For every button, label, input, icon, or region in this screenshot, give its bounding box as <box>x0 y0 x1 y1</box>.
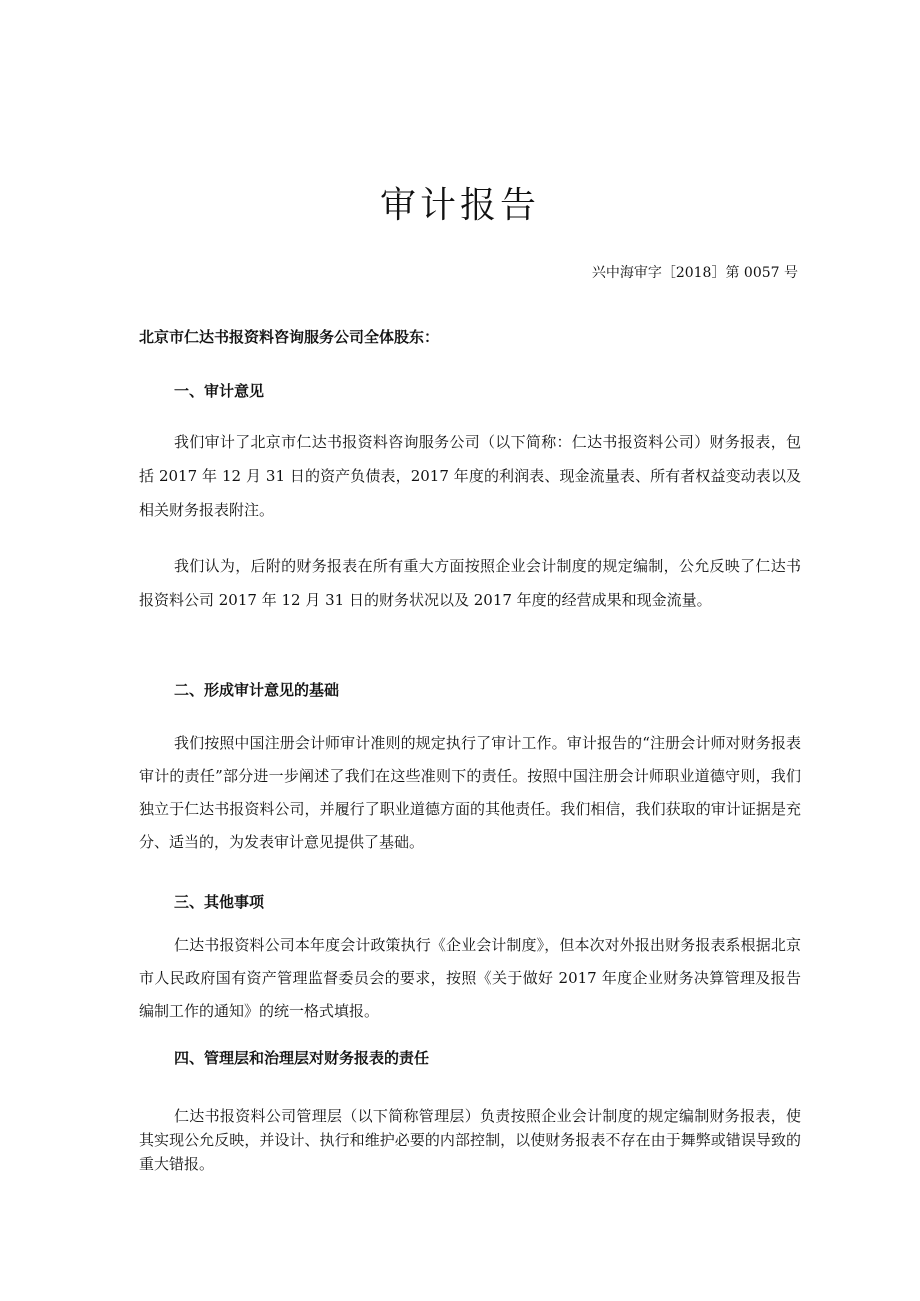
section-heading-basis-for-opinion: 二、形成审计意见的基础 <box>174 681 340 699</box>
paragraph: 我们审计了北京市仁达书报资料咨询服务公司（以下简称：仁达书报资料公司）财务报表，包括 2017 年 12 月 31 日的资产负债表，2017 年度的利润表、现金流量表、所有者权益变动表以及相关财务报表附注。 <box>139 433 801 519</box>
paragraph: 仁达书报资料公司管理层（以下简称管理层）负责按照企业会计制度的规定编制财务报表，使其实现公允反映，并设计、执行和维护必要的内部控制，以使财务报表不存在由于舞弊或错误导致的重大错报。 <box>139 1107 801 1173</box>
paragraph: 我们认为，后附的财务报表在所有重大方面按照企业会计制度的规定编制，公允反映了仁达书报资料公司 2017 年 12 月 31 日的财务状况以及 2017 年度的经营成果和现金流量。 <box>139 557 801 609</box>
paragraph: 我们按照中国注册会计师审计准则的规定执行了审计工作。审计报告的“注册会计师对财务报表审计的责任”部分进一步阐述了我们在这些准则下的责任。按照中国注册会计师职业道德守则，我们独立于仁达书报资料公司，并履行了职业道德方面的其他责任。我们相信，我们获取的审计证据是充分、适当的，为发表审计意见提供了基础。 <box>139 734 801 851</box>
page-title: 审计报告 <box>379 185 540 226</box>
section-heading-management-responsibility: 四、管理层和治理层对财务报表的责任 <box>174 1049 430 1067</box>
document-number: 兴中海审字［2018］第 0057 号 <box>591 265 798 281</box>
section-heading-audit-opinion: 一、审计意见 <box>174 382 265 400</box>
section-heading-other-matters: 三、其他事项 <box>174 893 265 911</box>
paragraph: 仁达书报资料公司本年度会计政策执行《企业会计制度》，但本次对外报出财务报表系根据北京市人民政府国有资产管理监督委员会的要求，按照《关于做好 2017 年度企业财务决算管理及报告编制工作的通知》的统一格式填报。 <box>139 936 801 1020</box>
addressee: 北京市仁达书报资料咨询服务公司全体股东： <box>139 328 440 346</box>
